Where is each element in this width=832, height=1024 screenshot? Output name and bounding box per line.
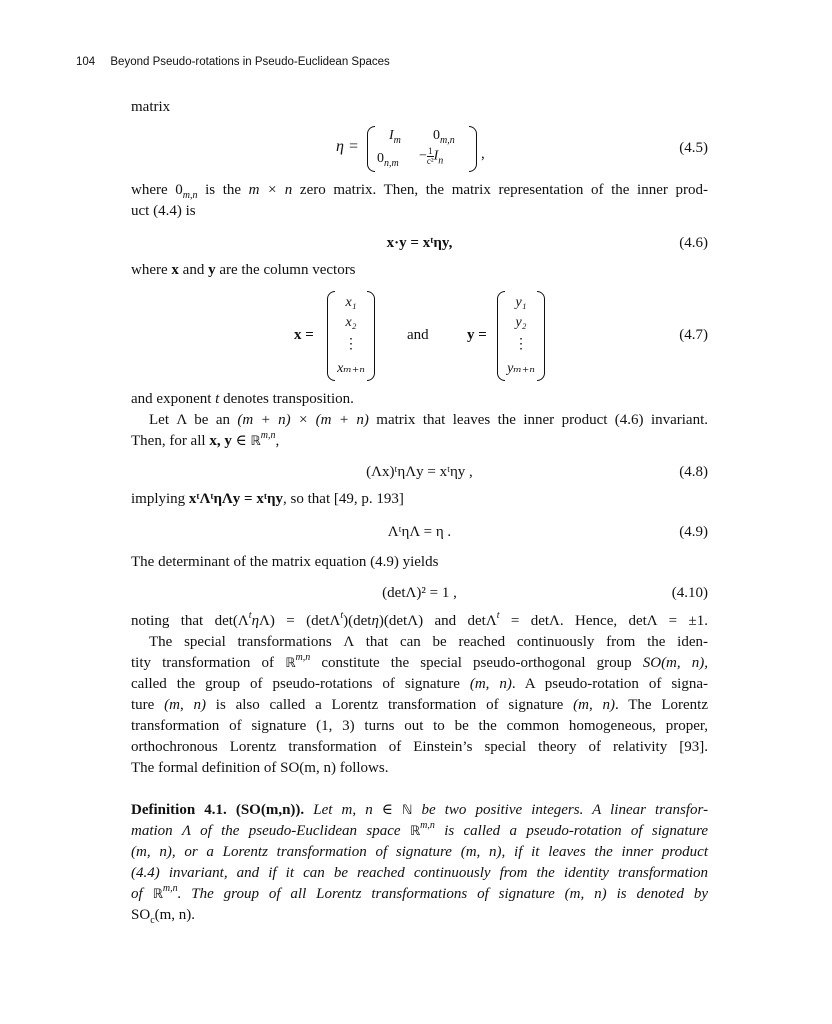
- y-vector: y₁ y₂ ⋮ yₘ₊ₙ: [497, 291, 545, 381]
- left-paren: [367, 126, 375, 172]
- text-line: where x and y are the column vectors: [131, 262, 356, 278]
- definition-line: $SO_c(m$, n).: [131, 907, 196, 926]
- definition-line: mation Λ of the pseudo-Euclidean space ℝ$^{m,n}$ is called a pseudo-rotation of signature: [131, 820, 709, 839]
- text-line: called the group of pseudo-rotations of signature (m, n). A pseudo-rotation of signa-: [131, 676, 708, 692]
- text-line: orthochronous Lorentz transformation of Einstein’s special theory of relativity [93].: [131, 739, 708, 755]
- equation-4-6: x·y = xᵗηy, (4.6): [131, 231, 708, 255]
- equation-4-5: η = $I_m$ $0_{m,n}$ $0_{n,m}$ − $\frac{1}{\text{c²}}$ $I_n$ , (4.5): [131, 126, 708, 172]
- text-line: The determinant of the matrix equation (4.9) yields: [131, 554, 439, 570]
- right-paren: [469, 126, 477, 172]
- text-line: where $0_{m,n}$ is the m × n zero matrix. Then, the matrix representation of the inner prod-: [131, 182, 708, 201]
- equation-4-8: (Λx)ᵗηΛy = xᵗηy , (4.8): [131, 460, 708, 484]
- definition-line: of ℝ$^{m,n}$. The group of all Lorentz transformations of signature (m, n) is denoted by: [131, 883, 709, 902]
- definition-line: Definition 4.1. (SO(m,n)). Let m, n ∈ ℕ be two positive integers. A linear transfor-: [131, 802, 709, 818]
- matrix-entry: $I_m$: [389, 128, 401, 146]
- text-line: uct (4.4) is: [131, 203, 196, 219]
- fraction: $\frac{1}{\text{c²}}$: [426, 146, 434, 166]
- equation-number: (4.5): [679, 140, 708, 156]
- text-line: tity transformation of ℝ$^{m,n}$ constitute the special pseudo-orthogonal group SO(m, n),: [131, 652, 709, 671]
- equation-4-10: (detΛ)² = 1 , (4.10): [131, 581, 708, 605]
- x-vector: x₁ x₂ ⋮ xₘ₊ₙ: [327, 291, 375, 381]
- equation-number: (4.9): [679, 524, 708, 540]
- text-line: The formal definition of SO(m, n) follows.: [131, 760, 389, 776]
- text-line: and exponent t denotes transposition.: [131, 391, 354, 407]
- eta-matrix: [367, 126, 477, 172]
- running-header: [76, 56, 390, 68]
- running-title: Beyond Pseudo-rotations in Pseudo-Euclidean Spaces: [110, 56, 390, 68]
- matrix-entry: $0_{m,n}$: [433, 128, 455, 146]
- text-line: Let Λ be an (m + n) × (m + n) matrix that leaves the inner product (4.6) invariant.: [149, 412, 709, 428]
- text-line: Then, for all x, y ∈ ℝ$^{m,n}$,: [131, 430, 280, 449]
- definition-line: (m, n), or a Lorentz transformation of signature (m, n), if it leaves the inner product: [131, 844, 709, 860]
- text-line: implying xᵗΛᵗηΛy = xᵗηy, so that [49, p. 193]: [131, 491, 404, 507]
- text-line: transformation of signature (1, 3) turns out to be the common homogeneous, proper,: [131, 718, 709, 734]
- page-number: 104: [76, 56, 96, 68]
- equation-number: (4.7): [679, 327, 708, 343]
- text-line: noting that $\det(\Lambda^t\eta\Lambda) = (\det\Lambda^t)(\det\eta)(\det\Lambda)$ and detΛ$^t$ = detΛ. Hence, detΛ = ±1.: [131, 610, 709, 629]
- matrix-entry: $0_{n,m}$: [377, 151, 399, 169]
- equation-number: (4.6): [679, 235, 708, 251]
- text-line: ture (m, n) is also called a Lorentz transformation of signature (m, n). The Lorentz: [131, 697, 709, 713]
- definition-line: (4.4) invariant, and if it can be reached continuously from the identity transformation: [131, 865, 708, 881]
- text-line: The special transformations Λ that can be reached continuously from the iden-: [149, 634, 708, 650]
- equation-number: (4.8): [679, 464, 708, 480]
- equation-number: (4.10): [671, 585, 708, 601]
- equation-4-9: ΛᵗηΛ = η . (4.9): [131, 520, 708, 544]
- text-line: matrix: [131, 99, 171, 115]
- equation-4-7: x = x₁ x₂ ⋮ xₘ₊ₙ and y = y₁ y₂ ⋮ yₘ₊ₙ (4.7): [131, 291, 708, 381]
- matrix-entry: − $\frac{1}{\text{c²}}$ $I_n$: [419, 146, 444, 167]
- definition-title: Definition 4.1. (SO(m,n)).: [131, 802, 305, 818]
